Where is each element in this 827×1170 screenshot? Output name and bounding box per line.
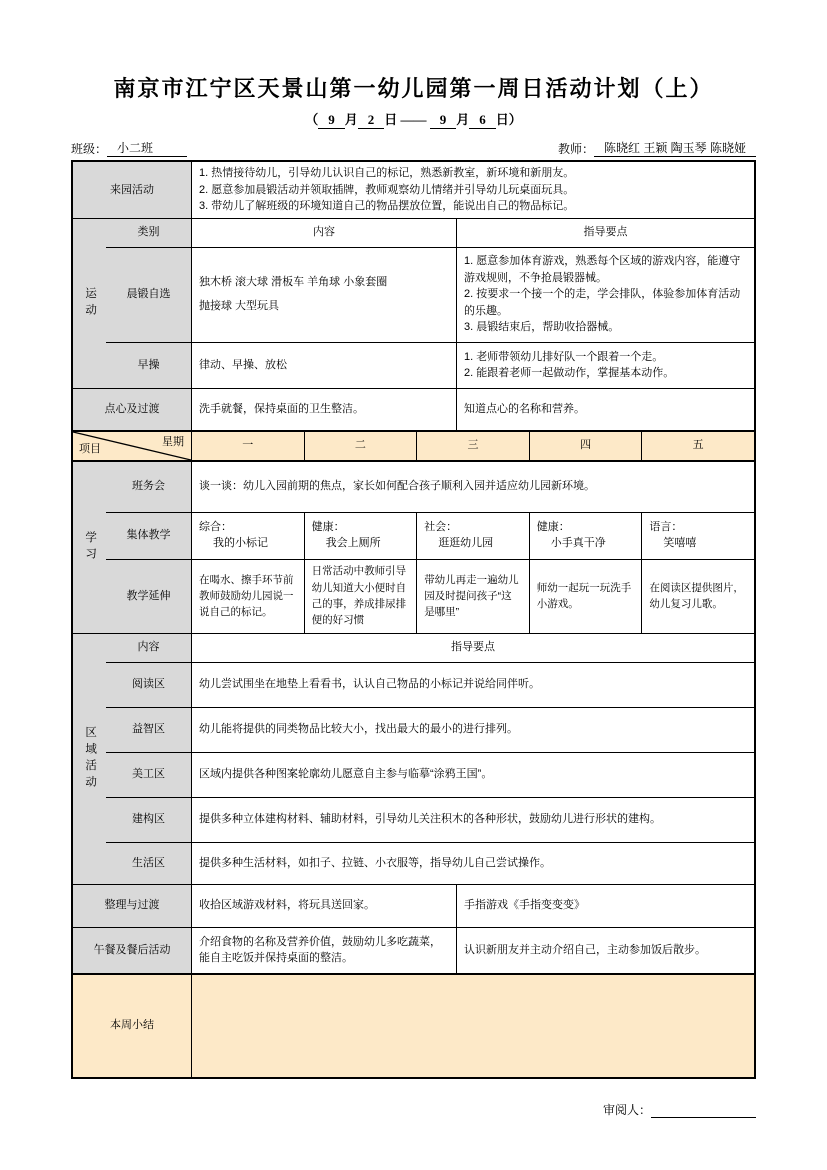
snack-guide: 知道点心的名称和营养。 bbox=[456, 389, 754, 430]
group-teaching-wed: 社会： 逛逛幼儿园 bbox=[416, 513, 529, 559]
class-meeting-content: 谈一谈：幼儿入园前期的焦点，家长如何配合孩子顺利入园并适应幼儿园新环境。 bbox=[191, 462, 754, 512]
class-value: 小二班 bbox=[107, 139, 187, 157]
week-label: 星期 bbox=[162, 435, 184, 448]
tidy-label: 整理与过渡 bbox=[73, 885, 191, 927]
area-guide: 区域内提供各种图案轮廓幼儿愿意自主参与临摹“涂鸦王国”。 bbox=[191, 753, 754, 797]
lunch-label: 午餐及餐后活动 bbox=[73, 928, 191, 973]
reviewer-blank bbox=[651, 1106, 756, 1118]
teacher-field bbox=[558, 139, 756, 157]
area-name: 益智区 bbox=[106, 708, 191, 752]
area-header-guide: 指导要点 bbox=[191, 634, 754, 662]
date-part: 月 bbox=[456, 112, 470, 127]
sports-header-category: 类别 bbox=[106, 219, 191, 247]
day-column-tue: 二 bbox=[304, 432, 417, 460]
class-meeting-label: 班务会 bbox=[106, 462, 191, 512]
area-row-life bbox=[106, 842, 754, 884]
day-column-thu: 四 bbox=[529, 432, 642, 460]
group-teaching-mon: 综合： 我的小标记 bbox=[191, 513, 304, 559]
page-title: 南京市江宁区天景山第一幼儿园第一周日活动计划（上） bbox=[113, 76, 714, 101]
row-snack bbox=[73, 388, 754, 430]
group-teaching-thu: 健康： 小手真干净 bbox=[529, 513, 642, 559]
arrival-line: 1. 热情接待幼儿，引导幼儿认识自己的标记，熟悉新教室，新环境和新朋友。 bbox=[199, 167, 575, 179]
tidy-content: 收拾区域游戏材料，将玩具送回家。 bbox=[191, 885, 456, 927]
area-section-label: 区域活动 bbox=[73, 634, 106, 884]
date-day-1: 2 bbox=[358, 112, 385, 129]
sports-header-content: 内容 bbox=[191, 219, 456, 247]
section-sports bbox=[73, 218, 754, 388]
area-header-content: 内容 bbox=[106, 634, 191, 662]
meta-line bbox=[71, 139, 756, 157]
row-teaching-extension bbox=[106, 559, 754, 633]
sports-category: 早操 bbox=[106, 343, 191, 388]
sports-guide: 1. 老师带领幼儿排好队一个跟着一个走。 2. 能跟着老师一起做动作，掌握基本动作。 bbox=[456, 343, 754, 388]
date-month-2: 9 bbox=[430, 112, 457, 129]
extension-tue: 日常活动中教师引导幼儿知道大小便时自己的事，养成排尿排便的好习惯 bbox=[304, 560, 417, 633]
summary-label: 本周小结 bbox=[73, 975, 191, 1077]
sports-row-morning-exercise bbox=[106, 247, 754, 342]
area-guide: 提供多种生活材料，如扣子、拉链、小衣服等，指导幼儿自己尝试操作。 bbox=[191, 843, 754, 884]
sports-row-morning-gym bbox=[106, 342, 754, 388]
extension-label: 教学延伸 bbox=[106, 560, 191, 633]
row-arrival bbox=[73, 162, 754, 218]
area-row-art bbox=[106, 752, 754, 797]
sports-content: 独木桥 滚大球 滑板车 羊角球 小象套圈 抛接球 大型玩具 bbox=[191, 248, 456, 342]
area-name: 阅读区 bbox=[106, 663, 191, 707]
sports-header-row bbox=[106, 219, 754, 247]
lunch-guide: 认识新朋友并主动介绍自己，主动参加饭后散步。 bbox=[456, 928, 754, 973]
day-column-wed: 三 bbox=[416, 432, 529, 460]
date-part: 月 bbox=[344, 112, 358, 127]
reviewer-line bbox=[71, 1101, 756, 1118]
reviewer-label: 审阅人： bbox=[602, 1102, 651, 1117]
area-name: 建构区 bbox=[106, 798, 191, 842]
learning-subtable bbox=[106, 462, 754, 633]
sports-header-guide: 指导要点 bbox=[456, 219, 754, 247]
area-row-puzzle bbox=[106, 707, 754, 752]
snack-label: 点心及过渡 bbox=[73, 389, 191, 430]
arrival-content bbox=[191, 162, 754, 218]
arrival-label: 来园活动 bbox=[73, 162, 191, 218]
row-class-meeting bbox=[106, 462, 754, 512]
arrival-line: 2. 愿意参加晨锻活动并领取插牌，教师观察幼儿情绪并引导幼儿玩桌面玩具。 bbox=[199, 183, 575, 196]
activity-plan-table bbox=[71, 160, 756, 1079]
area-name: 生活区 bbox=[106, 843, 191, 884]
snack-content: 洗手就餐，保持桌面的卫生整洁。 bbox=[191, 389, 456, 430]
row-group-teaching bbox=[106, 512, 754, 559]
area-row-reading bbox=[106, 662, 754, 707]
section-area-activities bbox=[73, 633, 754, 884]
class-field bbox=[71, 139, 187, 157]
item-label: 项目 bbox=[79, 443, 101, 455]
tidy-guide: 手指游戏《手指变变变》 bbox=[456, 885, 754, 927]
sports-content: 律动、早操、放松 bbox=[191, 343, 456, 388]
row-lunch bbox=[73, 927, 754, 973]
date-month-1: 9 bbox=[318, 112, 345, 129]
group-teaching-label: 集体教学 bbox=[106, 513, 191, 559]
day-column-fri: 五 bbox=[641, 432, 754, 460]
area-guide: 提供多种立体建构材料、辅助材料，引导幼儿关注积木的各种形状，鼓励幼儿进行形状的建构。 bbox=[191, 798, 754, 842]
extension-thu: 师幼一起玩一玩洗手小游戏。 bbox=[529, 560, 642, 633]
sports-guide: 1. 愿意参加体育游戏，熟悉每个区域的游戏内容，能遵守游戏规则，不争抢晨锻器械。 2. 按要求一个接一个的走，学会排队，体验参加体育活动的乐趣。 3. 晨锻结束后，帮助收拾器械。 bbox=[456, 248, 754, 342]
extension-wed: 带幼儿再走一遍幼儿园及时提问孩子“这是哪里” bbox=[416, 560, 529, 633]
area-guide: 幼儿尝试围坐在地垫上看看书，认认自己物品的小标记并说给同伴听。 bbox=[191, 663, 754, 707]
extension-mon: 在喝水、擦手环节前教师鼓励幼儿园说一说自己的标记。 bbox=[191, 560, 304, 633]
date-range bbox=[0, 109, 827, 129]
extension-fri: 在阅读区提供图片，幼儿复习儿歌。 bbox=[641, 560, 754, 633]
teacher-label: 教师： bbox=[557, 142, 594, 156]
arrival-line: 3. 带幼儿了解班级的环境知道自己的物品摆放位置，能说出自己的物品标记。 bbox=[199, 200, 575, 212]
area-guide: 幼儿能将提供的同类物品比较大小，找出最大的最小的进行排列。 bbox=[191, 708, 754, 752]
group-teaching-fri: 语言： 笑嘻嘻 bbox=[641, 513, 754, 559]
summary-content bbox=[191, 975, 754, 1077]
learning-section-label: 学习 bbox=[73, 462, 106, 633]
date-day-2: 6 bbox=[469, 112, 496, 129]
area-row-construction bbox=[106, 797, 754, 842]
date-part: 日 bbox=[384, 112, 398, 127]
sports-subtable bbox=[106, 219, 754, 388]
teacher-value: 陈晓红 王颖 陶玉琴 陈晓娅 bbox=[594, 139, 756, 157]
row-tidy bbox=[73, 884, 754, 927]
sports-category: 晨锻自选 bbox=[106, 248, 191, 342]
area-name: 美工区 bbox=[106, 753, 191, 797]
lunch-content: 介绍食物的名称及营养价值，鼓励幼儿多吃蔬菜，能自主吃饭并保持桌面的整洁。 bbox=[191, 928, 456, 973]
section-learning bbox=[73, 460, 754, 633]
date-part: （ bbox=[305, 112, 319, 127]
class-label: 班级： bbox=[71, 142, 108, 156]
area-subtable bbox=[106, 634, 754, 884]
row-week-header bbox=[73, 430, 754, 460]
week-diagonal-cell bbox=[73, 432, 191, 460]
group-teaching-tue: 健康： 我会上厕所 bbox=[304, 513, 417, 559]
row-week-summary bbox=[73, 973, 754, 1077]
date-dash: —— bbox=[400, 112, 427, 127]
day-column-mon: 一 bbox=[191, 432, 304, 460]
area-header-row bbox=[106, 634, 754, 662]
date-part: 日） bbox=[495, 112, 522, 127]
sports-section-label: 运动 bbox=[73, 219, 106, 388]
